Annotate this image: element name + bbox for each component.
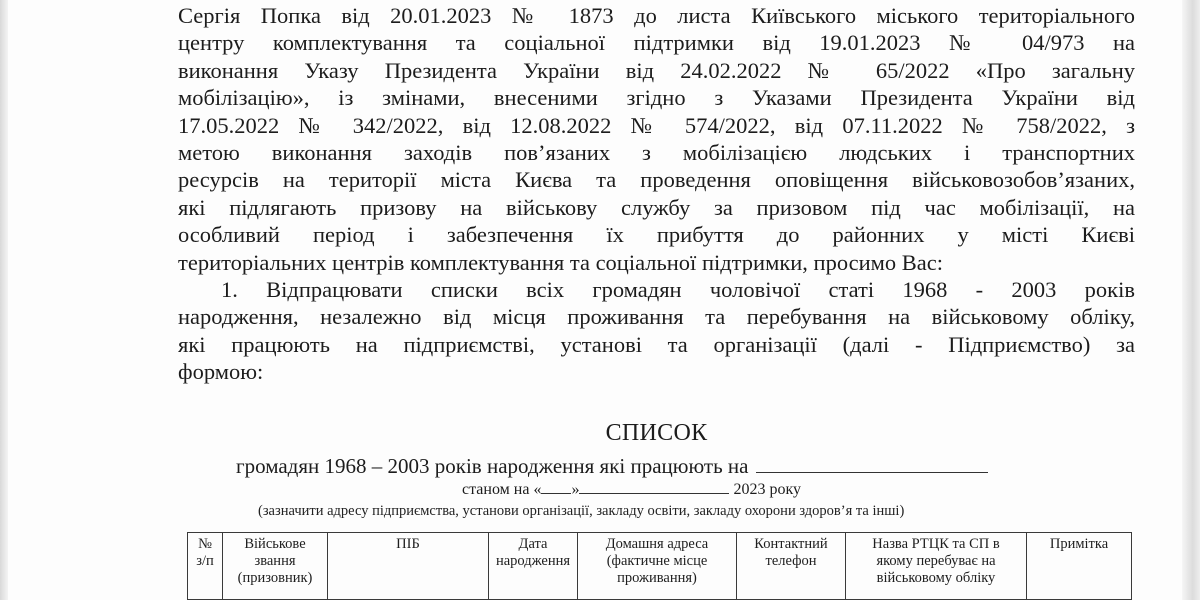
paragraph-line: Сергія Попка від 20.01.2023 № 1873 до листа Київського міського територіального xyxy=(178,3,1135,28)
paragraph-line: центру комплектування та соціальної підтримки від 19.01.2023 № 04/973 на xyxy=(178,30,1135,56)
date-mid: » xyxy=(571,481,580,498)
date-suffix: 2023 року xyxy=(733,481,801,498)
workplace-blank-field xyxy=(756,454,988,473)
paragraph-line: 17.05.2022 № 342/2022, від 12.08.2022 № 574/2022, від 07.11.2022 № 758/2022, з xyxy=(178,112,1135,138)
form-title: СПИСОК xyxy=(605,420,708,446)
form-subtitle-text: громадян 1968 – 2003 років народження які працюють на xyxy=(236,454,749,478)
header-military-rank: Військове звання (призовник) xyxy=(223,533,328,600)
page-edge-right xyxy=(1182,0,1200,600)
paragraph-line: мобілізацію», із змінами, внесеними згідно з Указами Президента України від xyxy=(178,85,1135,111)
header-date-of-birth: Дата народження xyxy=(489,533,578,600)
paragraph-line: особливий період і забезпечення їх прибуття до районних у місті Києві xyxy=(178,222,1135,248)
date-prefix: станом на « xyxy=(462,481,542,498)
form-note: (зазначити адресу підприємства, установи організації, закладу освіти, закладу охорони здоров’я та інші) xyxy=(258,503,905,519)
header-rtck-name: Назва РТЦК та СП в якому перебуває на військовому обліку xyxy=(846,533,1027,600)
header-number: № з/п xyxy=(188,533,223,600)
paragraph-line: які підлягають призову на військову службу за призовом під час мобілізації, на xyxy=(178,194,1135,220)
item-1-line: народження, незалежно від місця проживання та перебування на військовому обліку, xyxy=(178,304,1135,330)
form-date-line xyxy=(462,480,801,500)
header-full-name: ПІБ xyxy=(328,533,489,600)
form-subtitle xyxy=(236,453,988,479)
item-1-line: формою: xyxy=(178,359,264,385)
header-home-address: Домашня адреса (фактичне місце проживання) xyxy=(578,533,737,600)
paragraph-line: ресурсів на території міста Києва та проведення оповіщення військовозобов’язаних, xyxy=(178,167,1135,193)
paragraph-line: метою виконання заходів пов’язаних з мобілізацією людських і транспортних xyxy=(178,139,1135,165)
citizens-list-table xyxy=(187,532,1132,600)
table-header-row xyxy=(188,533,1132,600)
day-blank-field xyxy=(541,480,571,494)
paragraph-line: територіальних центрів комплектування та соціальної підтримки, просимо Вас: xyxy=(178,249,944,275)
main-paragraph xyxy=(178,2,1135,385)
header-contact-phone: Контактний телефон xyxy=(737,533,846,600)
paragraph-line: виконання Указу Президента України від 24.02.2022 № 65/2022 «Про загальну xyxy=(178,57,1135,83)
month-blank-field xyxy=(579,480,729,494)
item-1-line: 1. Відпрацювати списки всіх громадян чоловічої статі 1968 - 2003 років xyxy=(221,276,1135,302)
header-remarks: Примітка xyxy=(1027,533,1132,600)
item-1-line: які працюють на підприємстві, установі та організації (далі - Підприємство) за xyxy=(178,331,1135,357)
page-edge-left xyxy=(0,0,8,600)
